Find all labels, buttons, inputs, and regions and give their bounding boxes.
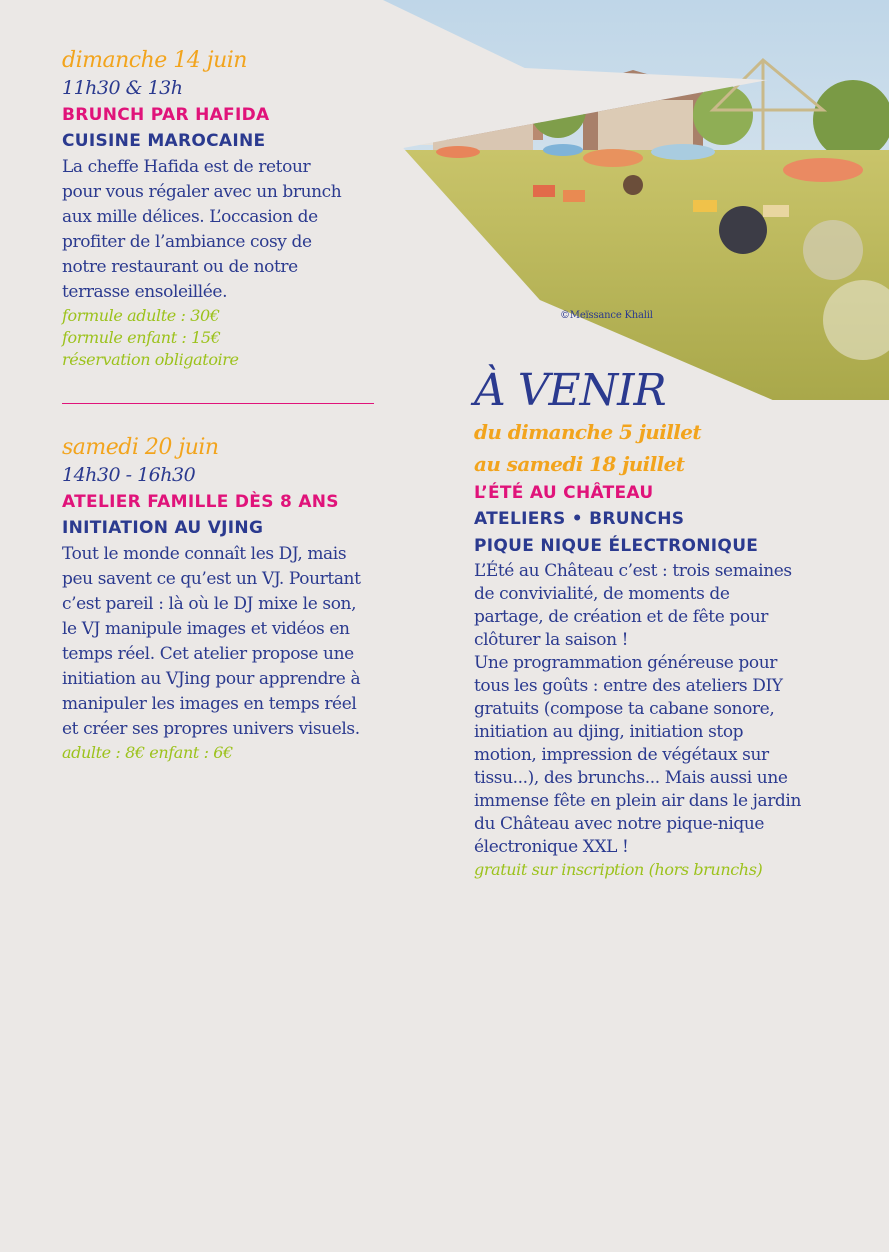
description-line: immense fête en plein air dans le jardin xyxy=(474,791,802,811)
description-line: Tout le monde connaît les DJ, mais xyxy=(62,544,347,564)
price-line: réservation obligatoire xyxy=(62,350,239,369)
event-time: 14h30 - 16h30 xyxy=(62,464,196,486)
price-line: adulte : 8€ enfant : 6€ xyxy=(62,743,233,762)
description-line: notre restaurant ou de notre xyxy=(62,257,298,277)
upcoming-subtitle-line: ATELIERS • BRUNCHS xyxy=(474,509,685,529)
event-description xyxy=(62,542,402,742)
upcoming-title: L’ÉTÉ AU CHÂTEAU xyxy=(474,483,654,503)
upcoming-description xyxy=(474,560,874,859)
description-line: de convivialité, de moments de xyxy=(474,584,730,604)
description-line: c’est pareil : là où le DJ mixe le son, xyxy=(62,594,357,614)
description-line: électronique XXL ! xyxy=(474,837,629,857)
section-divider xyxy=(62,403,374,404)
description-line: initiation au VJing pour apprendre à xyxy=(62,669,361,689)
description-line: temps réel. Cet atelier propose une xyxy=(62,644,354,664)
upcoming-heading: À VENIR xyxy=(474,365,666,416)
event-prices xyxy=(62,305,392,371)
description-line: aux mille délices. L’occasion de xyxy=(62,207,318,227)
upcoming-note: gratuit sur inscription (hors brunchs) xyxy=(474,860,763,879)
description-line: tous les goûts : entre des ateliers DIY xyxy=(474,676,783,696)
description-line: profiter de l’ambiance cosy de xyxy=(62,232,312,252)
description-line: Une programmation généreuse pour xyxy=(474,653,778,673)
upcoming-subtitle xyxy=(474,506,874,560)
description-line: pour vous régaler avec un brunch xyxy=(62,182,342,202)
event-subtitle: INITIATION AU VJING xyxy=(62,518,264,538)
upcoming-dates xyxy=(474,416,874,480)
event-prices xyxy=(62,742,402,764)
description-line: le VJ manipule images et vidéos en xyxy=(62,619,350,639)
description-line: initiation au djing, initiation stop xyxy=(474,722,744,742)
event-time: 11h30 & 13h xyxy=(62,77,183,99)
upcoming-date-line: au samedi 18 juillet xyxy=(474,452,685,476)
event-title: ATELIER FAMILLE DÈS 8 ANS xyxy=(62,492,339,512)
description-line: tissu...), des brunchs... Mais aussi une xyxy=(474,768,788,788)
description-line: gratuits (compose ta cabane sonore, xyxy=(474,699,775,719)
upcoming-subtitle-line: PIQUE NIQUE ÉLECTRONIQUE xyxy=(474,536,759,556)
upcoming-section xyxy=(474,366,874,881)
event-title: BRUNCH PAR HAFIDA xyxy=(62,105,270,125)
description-line: motion, impression de végétaux sur xyxy=(474,745,769,765)
event-description xyxy=(62,155,392,305)
event-date: dimanche 14 juin xyxy=(62,48,247,73)
description-line: L’Été au Château c’est : trois semaines xyxy=(474,561,792,581)
description-line: du Château avec notre pique-nique xyxy=(474,814,765,834)
description-line: partage, de création et de fête pour xyxy=(474,607,768,627)
description-line: manipuler les images en temps réel xyxy=(62,694,357,714)
description-line: clôturer la saison ! xyxy=(474,630,629,650)
description-line: terrasse ensoleillée. xyxy=(62,282,228,302)
garden-photo-illustration xyxy=(383,0,889,400)
price-line: formule adulte : 30€ xyxy=(62,306,220,325)
description-line: et créer ses propres univers visuels. xyxy=(62,719,360,739)
description-line: peu savent ce qu’est un VJ. Pourtant xyxy=(62,569,361,589)
garden-photo xyxy=(383,0,889,400)
description-line: La cheffe Hafida est de retour xyxy=(62,157,311,177)
event-brunch xyxy=(62,47,392,371)
event-date: samedi 20 juin xyxy=(62,435,219,460)
upcoming-date-line: du dimanche 5 juillet xyxy=(474,420,701,444)
event-subtitle: CUISINE MAROCAINE xyxy=(62,131,266,151)
event-vjing xyxy=(62,434,402,764)
photo-credit: ©Meïssance Khalil xyxy=(560,310,653,321)
price-line: formule enfant : 15€ xyxy=(62,328,221,347)
